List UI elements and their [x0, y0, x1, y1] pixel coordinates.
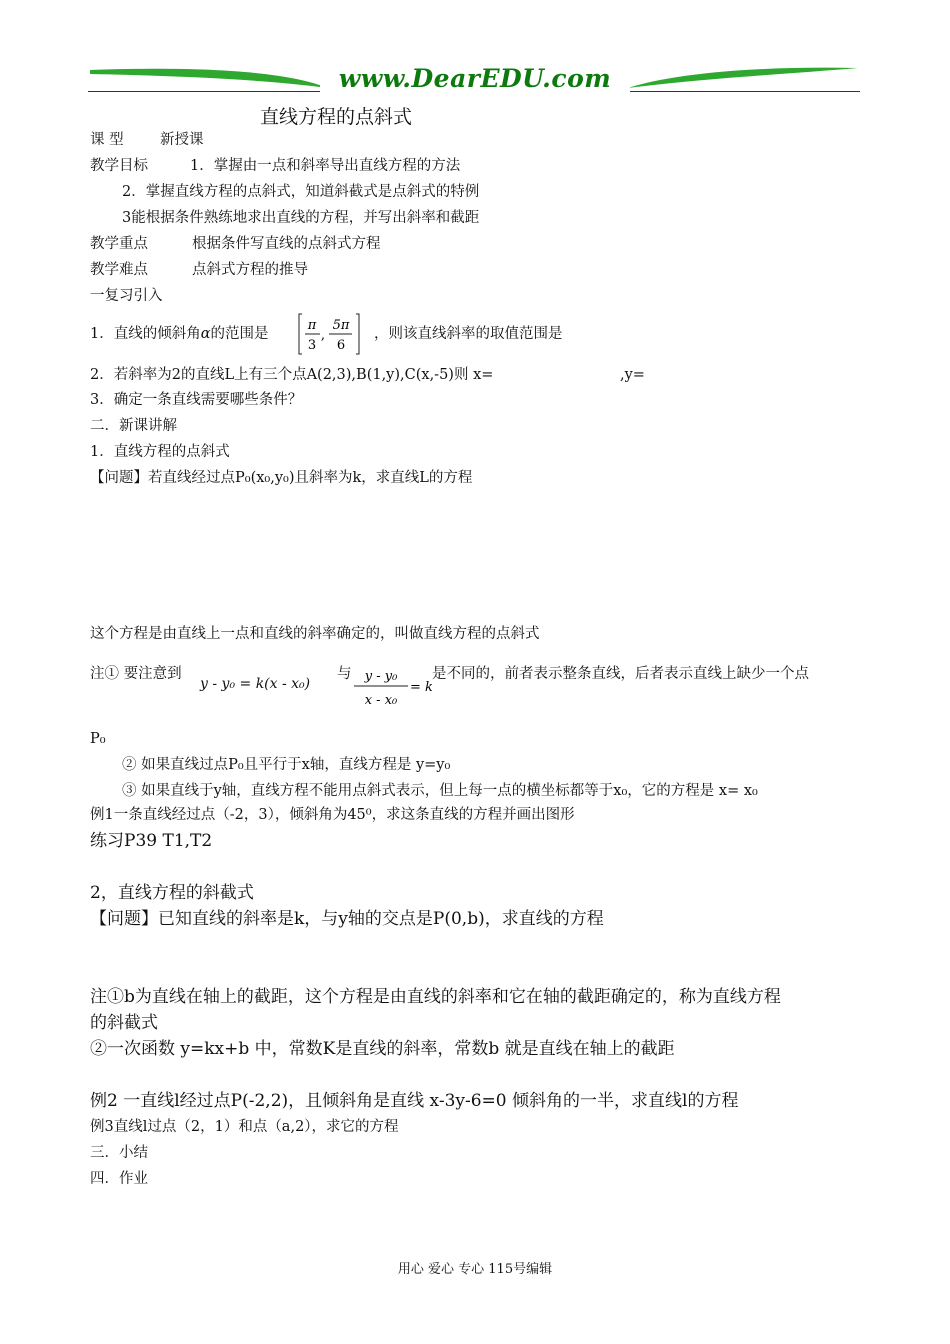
- section-2-heading: 2，直线方程的斜截式: [90, 883, 254, 903]
- difficulty-label: 教学难点: [90, 262, 148, 278]
- fraction-denominator: x - x₀: [364, 693, 398, 708]
- review-q2-y: ,y=: [620, 367, 645, 383]
- difficulty-row: [90, 261, 308, 279]
- goal-1: 1．掌握由一点和斜率导出直线方程的方法: [190, 158, 461, 174]
- course-type-row: [90, 131, 204, 149]
- note-1-with: 与: [337, 666, 352, 682]
- key-point-value: 根据条件写直线的点斜式方程: [192, 236, 381, 252]
- note-4-line-1: 注①b为直线在轴上的截距，这个方程是由直线的斜率和它在轴的截距确定的，称为直线方程: [90, 987, 781, 1007]
- definition-point-slope: 这个方程是由直线上一点和直线的斜率确定的，叫做直线方程的点斜式: [90, 626, 540, 642]
- page-footer: 用心 爱心 专心 115号编辑: [397, 1262, 553, 1277]
- note-1-p0: P₀: [90, 731, 106, 747]
- alpha-symbol: α: [200, 326, 211, 342]
- review-q1-mid: 的范围是: [210, 326, 269, 342]
- lesson-heading: 二．新课讲解: [90, 418, 177, 434]
- note-1-post: 是不同的，前者表示整条直线，后者表示直线上缺少一个点: [432, 666, 809, 682]
- review-q1-post: ，则该直线斜率的取值范围是: [374, 326, 563, 342]
- example-3: 例3直线l过点（2，1）和点（a,2），求它的方程: [90, 1119, 399, 1135]
- practice: 练习P39 T1,T2: [90, 831, 213, 851]
- goal-3: 3能根据条件熟练地求出直线的方程，并写出斜率和截距: [122, 210, 480, 226]
- course-type-label: 课 型: [90, 132, 124, 148]
- goal-label: 教学目标: [90, 158, 148, 174]
- note-1-pre: 注① 要注意到: [90, 666, 182, 682]
- review-q2: 2．若斜率为2的直线L上有三个点A(2,3),B(1,y),C(x,-5)则 x=: [90, 367, 494, 383]
- example-2: 例2 一直线l经过点P(-2,2)，且倾斜角是直线 x-3y-6=0 倾斜角的一半，求直线l的方程: [90, 1091, 739, 1111]
- goal-2: 2．掌握直线方程的点斜式，知道斜截式是点斜式的特例: [122, 184, 480, 200]
- slope-fraction-equation: [352, 662, 433, 710]
- summary-heading: 三．小结: [90, 1145, 148, 1161]
- course-type-value: 新授课: [160, 132, 204, 148]
- note-4-line-2: 的斜截式: [90, 1013, 158, 1033]
- note-2: ② 如果直线过点P₀且平行于x轴，直线方程是 y=y₀: [122, 757, 451, 773]
- review-q1-pre: 1．直线的倾斜角: [90, 326, 201, 342]
- difficulty-value: 点斜式方程的推导: [192, 262, 308, 278]
- section-1-heading: 1．直线方程的点斜式: [90, 444, 230, 460]
- goal-row: [90, 157, 460, 175]
- review-q3: 3．确定一条直线需要哪些条件？: [90, 392, 303, 408]
- homework-heading: 四．作业: [90, 1171, 148, 1187]
- note-3: ③ 如果直线于y轴，直线方程不能用点斜式表示，但上每一点的横坐标都等于x₀，它的方程是 x= x₀: [122, 783, 758, 799]
- review-heading: 一复习引入: [90, 288, 163, 304]
- fraction-numerator: y - y₀: [364, 669, 398, 684]
- fraction-rhs: = k: [410, 680, 433, 695]
- key-point-row: [90, 235, 381, 253]
- angle-range-interval: [298, 312, 360, 356]
- point-slope-equation: y - y₀ = k(x - x₀): [200, 676, 311, 692]
- site-logo[interactable]: www.DearEDU.com: [320, 64, 630, 93]
- problem-2: 【问题】已知直线的斜率是k，与y轴的交点是P(0,b)，求直线的方程: [90, 909, 604, 929]
- page-title: 直线方程的点斜式: [260, 106, 413, 128]
- note-5: ②一次函数 y=kx+b 中，常数K是直线的斜率，常数b 就是直线在轴上的截距: [90, 1039, 675, 1059]
- frac2-numerator: 5π: [332, 318, 350, 333]
- example-1: 例1一条直线经过点（-2，3），倾斜角为45⁰，求这条直线的方程并画出图形: [90, 807, 575, 823]
- problem-1: 【问题】若直线经过点P₀(x₀,y₀)且斜率为k，求直线L的方程: [90, 470, 473, 486]
- key-point-label: 教学重点: [90, 236, 148, 252]
- frac1-denominator: 3: [307, 338, 317, 353]
- interval-comma: ,: [320, 328, 326, 343]
- frac2-denominator: 6: [336, 338, 346, 353]
- review-q1: [90, 325, 269, 343]
- frac1-numerator: π: [307, 318, 317, 333]
